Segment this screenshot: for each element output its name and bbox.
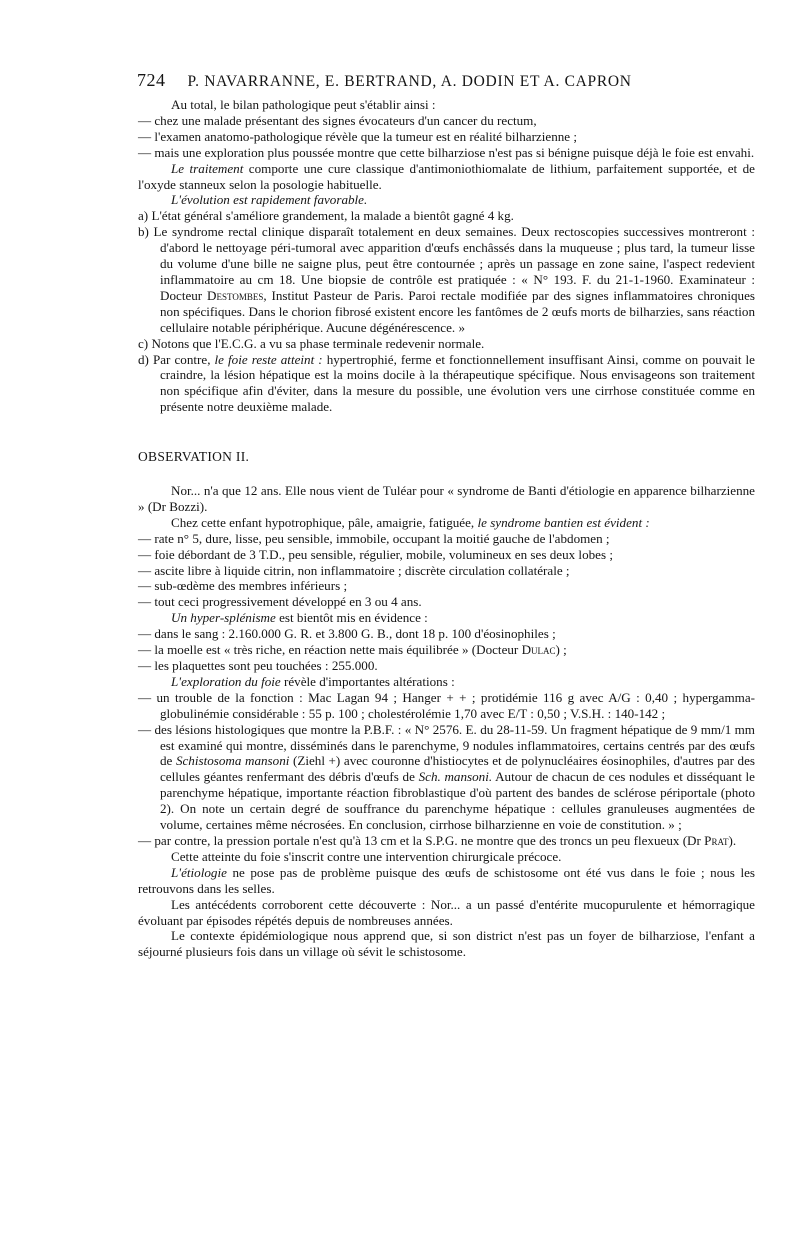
section-heading: OBSERVATION II. (138, 449, 250, 465)
lettered-item (138, 224, 755, 335)
page-body (138, 97, 755, 960)
paragraph (138, 515, 755, 531)
text-span: (Ziehl +) avec couronne d'histiocytes et de polynucléaires éosinophiles, d'autres par des cellules géantes renfermant des débris d'œufs de (160, 753, 755, 785)
italic-term: L'exploration du foie (171, 673, 281, 689)
dash-item (138, 833, 755, 849)
paragraph (138, 192, 755, 208)
dash-item: — foie débordant de 3 T.D., peu sensible, régulier, mobile, volumineux en ses deux lobes ; (138, 546, 613, 562)
text-span: comporte une cure classique d'antimoniothiomalate de lithium, parfaitement supportée, et de l'oxyde stanneux selon la posologie habituelle. (138, 160, 755, 192)
italic-term: Le traitement (171, 160, 244, 176)
text-span: — par contre, la pression portale n'est qu'à 13 cm et la S.P.G. ne montre que des troncs un peu flexueux (Dr (138, 832, 705, 848)
italic-term: L'évolution est rapidement favorable. (171, 192, 368, 208)
text-span: Chez cette enfant hypotrophique, pâle, amaigrie, fatiguée, (171, 514, 478, 530)
text-span: est bientôt mis en évidence : (275, 610, 428, 626)
italic-term: L'étiologie (171, 864, 227, 880)
italic-term: Sch. mansoni. (418, 769, 493, 785)
italic-term: Un hyper-splénisme (171, 610, 276, 626)
italic-term: le foie reste atteint : (214, 351, 323, 367)
dash-item: — tout ceci progressivement développé en 3 ou 4 ans. (138, 594, 422, 610)
dash-item: — mais une exploration plus poussée montre que cette bilharziose n'est pas si bénigne puisque déjà le foie est envahi. (138, 144, 755, 160)
paragraph (138, 161, 755, 193)
lettered-item (138, 352, 755, 416)
italic-term: Schistosoma mansoni (175, 753, 290, 769)
dash-item: — un trouble de la fonction : Mac Lagan 94 ; Hanger + + ; protidémie 116 g avec A/G : 0,40 ; hypergamma-globulinémie considérable : 55 p. 100 ; cholestérolémie 1,70 avec E/T : 0,50 ; V.S.H. : 140-142 ; (138, 689, 755, 721)
paragraph (138, 865, 755, 897)
dash-item (138, 722, 755, 833)
dash-item: — ascite libre à liquide citrin, non inflammatoire ; discrète circulation collatérale ; (138, 562, 570, 578)
dash-item: — l'examen anatomo-pathologique révèle que la tumeur est en réalité bilharzienne ; (138, 128, 578, 144)
dash-item: — chez une malade présentant des signes évocateurs d'un cancer du rectum, (138, 112, 537, 128)
person-name: Prat (704, 832, 729, 848)
dash-item: — dans le sang : 2.160.000 G. R. et 3.800 G. B., dont 18 p. 100 d'éosinophiles ; (138, 626, 556, 642)
text-span: hypertrophié, ferme et fonctionnellement insuffisant Ainsi, comme on pouvait le craindre, la lésion hépatique est la moins docile à la thérapeutique spécifique. Nous envisageons son traitement non spécifique afin d'éviter, dans la mesure du possible, une évolution vers une cirrhose constituée comme en présente notre deuxième malade. (160, 351, 755, 415)
paragraph (138, 674, 755, 690)
paragraph: Les antécédents corroborent cette découverte : Nor... a un passé d'entérite mucopurulente et hémorragique évoluant par épisodes répétés depuis de nombreuses années. (138, 896, 755, 928)
text-span: révèle d'importantes altérations : (280, 673, 455, 689)
paragraph: Cette atteinte du foie s'inscrit contre une intervention chirurgicale précoce. (171, 848, 562, 864)
running-header (137, 70, 737, 91)
paragraph: Le contexte épidémiologique nous apprend que, si son district n'est pas un foyer de bilharziose, l'enfant a séjourné plusieurs fois dans un village où sévit le schistosome. (138, 928, 755, 960)
paragraph (138, 610, 755, 626)
paragraph: Nor... n'a que 12 ans. Elle nous vient de Tuléar pour « syndrome de Banti d'étiologie en apparence bilharzienne » (Dr Bozzi). (138, 483, 755, 514)
lettered-item: c) Notons que l'E.C.G. a vu sa phase terminale redevenir normale. (138, 335, 485, 351)
text-span: ) ; (555, 642, 567, 658)
dash-item (138, 642, 755, 658)
text-span: — la moelle est « très riche, en réaction nette mais équilibrée » (Docteur (138, 642, 522, 658)
authors: P. NAVARRANNE, E. BERTRAND, A. DODIN ET A. CAPRON (187, 73, 632, 90)
text-span: ne pose pas de problème puisque des œufs de schistosome ont été vus dans le foie ; nous les retrouvons dans les selles. (138, 864, 755, 896)
person-name: Dulac (521, 642, 556, 658)
text-span: — des lésions histologiques que montre la P.B.F. : « N° 2576. E. du 28-11-59. Un fragment hépatique de 9 mm/1 mm est examiné qui montre, disséminés dans le parenchyme, 9 nodules inflammatoires, certains centrés par des œufs de (138, 721, 755, 769)
dash-item: — sub-œdème des membres inférieurs ; (138, 578, 348, 594)
text-span: ). (728, 832, 737, 848)
page-number: 724 (137, 70, 166, 90)
person-name: Destombes (207, 287, 264, 303)
paragraph: Au total, le bilan pathologique peut s'établir ainsi : (171, 97, 436, 112)
text-span: , Institut Pasteur de Paris. Paroi rectale modifiée par des signes inflammatoires chroniques non spécifiques. Dans le chorion fibrosé existent encore les fantômes de 2 œufs morts de bilharzies, sans réaction cellulaire notable périphérique. Aucune dégénérescence. » (160, 287, 755, 335)
text-span: b) Le syndrome rectal clinique disparaît totalement en deux semaines. Deux rectoscopies successives montreront : d'abord le nettoyage péri-tumoral avec apparition d'œufs enchâssés dans la muqueuse ; plus tard, la tumeur lisse du volume d'une bille ne saigne plus, peut être contournée ; après un passage en zone saine, l'aspect redevient inflammatoire au cm 18. Une biopsie de contrôle est pratiquée : « N° 193. F. du 21-1-1960. Examinateur : Docteur (138, 224, 755, 303)
lettered-item: a) L'état général s'améliore grandement, la malade a bientôt gagné 4 kg. (138, 208, 514, 224)
text-span: d) Par contre, (138, 351, 215, 367)
text-span: Autour de chacun de ces nodules et disséquant le parenchyme hépatique, importante réaction fibroblastique d'où partent des bandes de sclérose périportale (photo 2). On note un certain degré de souffrance du parenchyme hépatique : cellules granuleuses augmentées de volume, certaines même nécrosées. En conclusion, cirrhose bilharzienne en voie de constitution. » ; (160, 769, 755, 833)
dash-item: — rate n° 5, dure, lisse, peu sensible, immobile, occupant la moitié gauche de l'abdomen ; (138, 530, 610, 546)
dash-item: — les plaquettes sont peu touchées : 255.000. (138, 658, 378, 673)
italic-term: le syndrome bantien est évident : (477, 514, 650, 530)
